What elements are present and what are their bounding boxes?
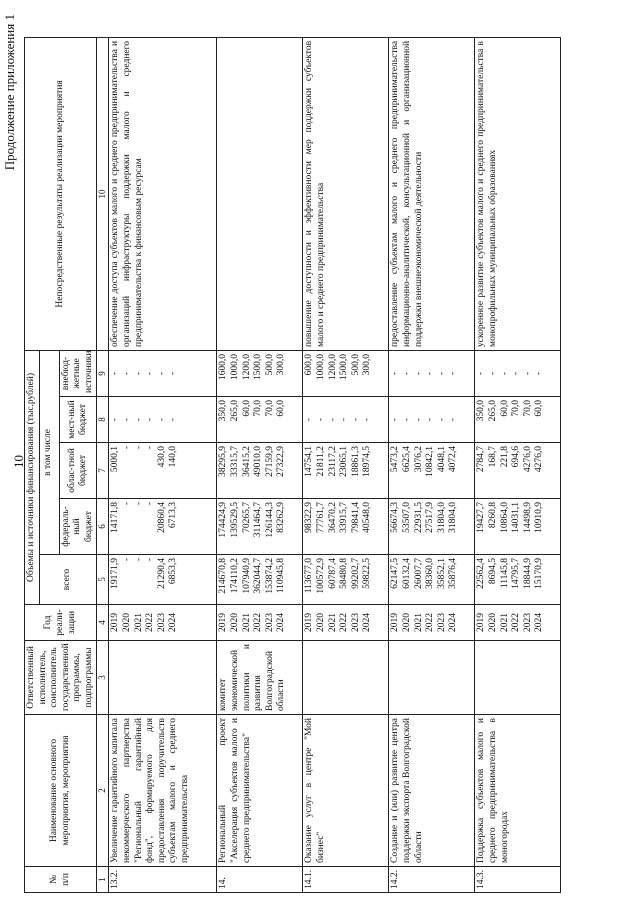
total-values: 19171,9 - - - 21290,4 6853,3 [109, 555, 217, 605]
header-extrabudget: внебюд-жетные источники [59, 350, 97, 396]
regional-values: 5000,1 - - - 430,0 140,0 [109, 443, 217, 499]
col-number: 4 [97, 605, 109, 641]
extrabudget-values: - - - - - - [475, 350, 561, 396]
responsible-executor [389, 641, 475, 715]
total-values: 62147,5 60132,4 26007,7 38360,0 35852,1 35876,4 [389, 555, 475, 605]
appendix-title: Продолжение приложения 1 [2, 14, 17, 171]
responsible-executor: комитет экономической политики и развития Волгоградской области [217, 641, 303, 715]
row-number: 14. [217, 867, 303, 893]
header-responsible: Ответственный исполнитель, соисполнитель государственной программы, подпрограммы [25, 641, 97, 715]
col-number: 3 [97, 641, 109, 715]
measure-name: Поддержка субъектов малого и среднего предпринимательства в моногородах [475, 715, 561, 867]
measure-name: Оказание услуг в центре "Мой бизнес" [303, 715, 389, 867]
result-text: предоставление субъектам малого и среднего предпринимательства информационно-аналитической, консультационной и организационной поддержки внешнеэкономической деятельности [389, 37, 475, 350]
result-text: обеспечение доступа субъектов малого и среднего предпринимательства и организаций инфраструктуры поддержки малого и среднего предпринимательства к финансовым ресурсам [109, 37, 217, 350]
year-list: 2019 2020 2021 2022 2023 2024 [217, 605, 303, 641]
col-number: 10 [97, 37, 109, 350]
result-text: ускоренное развитие субъектов малого и среднего предпринимательства в монопрофильных муниципальных образованиях [475, 37, 561, 350]
federal-values: 14171,8 - - - 20860,4 6713,3 [109, 499, 217, 555]
row-number: 14.2. [389, 867, 475, 893]
header-result: Непосредственные результаты реализации мероприятия [25, 37, 97, 350]
header-year: Год реали-зации [25, 605, 97, 641]
year-list: 2019 2020 2021 2022 2023 2024 [109, 605, 217, 641]
header-num: № п/п [25, 867, 97, 893]
extrabudget-values: 600,0 1000,0 1200,0 1500,0 500,0 300,0 [303, 350, 389, 396]
responsible-executor [303, 641, 389, 715]
year-list: 2019 2020 2021 2022 2023 2024 [475, 605, 561, 641]
extrabudget-values: 1600,0 1000,0 1200,0 1500,0 500,0 300,0 [217, 350, 303, 396]
header-financing: Объемы и источники финансирования (тыс.рублей) [25, 350, 40, 604]
header-name: Наименование основного мероприятия, мероприятия [25, 715, 97, 867]
total-values: 113677,0 100572,9 60787,4 58480,8 99202,7 59822,5 [303, 555, 389, 605]
federal-values: 174424,9 139529,5 70265,7 311464,7 126144,3 83262,9 [217, 499, 303, 555]
table-row [303, 37, 389, 892]
financing-table [24, 37, 561, 893]
col-number: 5 [97, 555, 109, 605]
page-number: 10 [11, 455, 26, 468]
extrabudget-values: - - - - - - [389, 350, 475, 396]
year-list: 2019 2020 2021 2022 2023 2024 [389, 605, 475, 641]
responsible-executor [109, 641, 217, 715]
header-local: мест-ный бюджет [59, 397, 97, 443]
col-number: 1 [97, 867, 109, 893]
result-text [217, 37, 303, 350]
regional-values: 5473,2 6625,4 3076,2 10842,1 4048,1 4072,4 [389, 443, 475, 499]
regional-values: 38295,9 33315,7 36415,2 49010,0 27159,9 27322,9 [217, 443, 303, 499]
federal-values: 19427,7 8260,8 10864,0 14031,1 14498,9 10910,9 [475, 499, 561, 555]
local-values: - - - - - - [109, 397, 217, 443]
header-including: в том числе [39, 350, 59, 554]
row-number: 13.2. [109, 867, 217, 893]
total-values: 22562,4 8694,5 11145,8 14795,7 18844,9 15170,9 [475, 555, 561, 605]
year-list: 2019 2020 2021 2022 2023 2024 [303, 605, 389, 641]
regional-values: 14754,1 21811,2 23117,2 23065,1 18861,3 18974,5 [303, 443, 389, 499]
measure-name: Увеличение гарантийного капитала некоммерческого партнерства "Региональный гарантийный фонд", формируемого для предоставления поручительств субъектам малого и среднего предпринимательства [109, 715, 217, 867]
responsible-executor [475, 641, 561, 715]
extrabudget-values: - - - - - - [109, 350, 217, 396]
col-number: 6 [97, 499, 109, 555]
row-number: 14.3. [475, 867, 561, 893]
table-row [217, 37, 303, 892]
col-number: 9 [97, 350, 109, 396]
table-row [475, 37, 561, 892]
col-number: 2 [97, 715, 109, 867]
local-values: 350,0 265,0 60,0 70,0 70,0 60,0 [475, 397, 561, 443]
local-values: - - - - - - [303, 397, 389, 443]
total-values: 214670,8 174110,2 107940,9 362044,7 153874,2 110945,8 [217, 555, 303, 605]
federal-values: 56674,3 53507,0 22931,5 27517,9 31804,0 31804,0 [389, 499, 475, 555]
measure-name: Создание и (или) развитие центра поддержки экспорта Волгоградской области [389, 715, 475, 867]
table-row [389, 37, 475, 892]
regional-values: 2784,7 168,7 221,8 694,6 4276,0 4276,0 [475, 443, 561, 499]
header-regional: облас-тной бюджет [59, 443, 97, 499]
local-values: - - - - - - [389, 397, 475, 443]
header-total: всего [39, 555, 97, 605]
col-number: 7 [97, 443, 109, 499]
row-number: 14.1. [303, 867, 389, 893]
result-text: повышение доступности и эффективности мер поддержки субъектов малого и среднего предпринимательства [303, 37, 389, 350]
local-values: 350,0 265,0 60,0 70,0 70,0 60,0 [217, 397, 303, 443]
table-row [109, 37, 217, 892]
federal-values: 98322,9 77761,7 36470,2 33915,7 79841,4 40548,0 [303, 499, 389, 555]
measure-name: Региональный проект "Акселерация субъектов малого и среднего предпринимательства" [217, 715, 303, 867]
col-number: 8 [97, 397, 109, 443]
header-federal: федераль-ный бюджет [59, 499, 97, 555]
